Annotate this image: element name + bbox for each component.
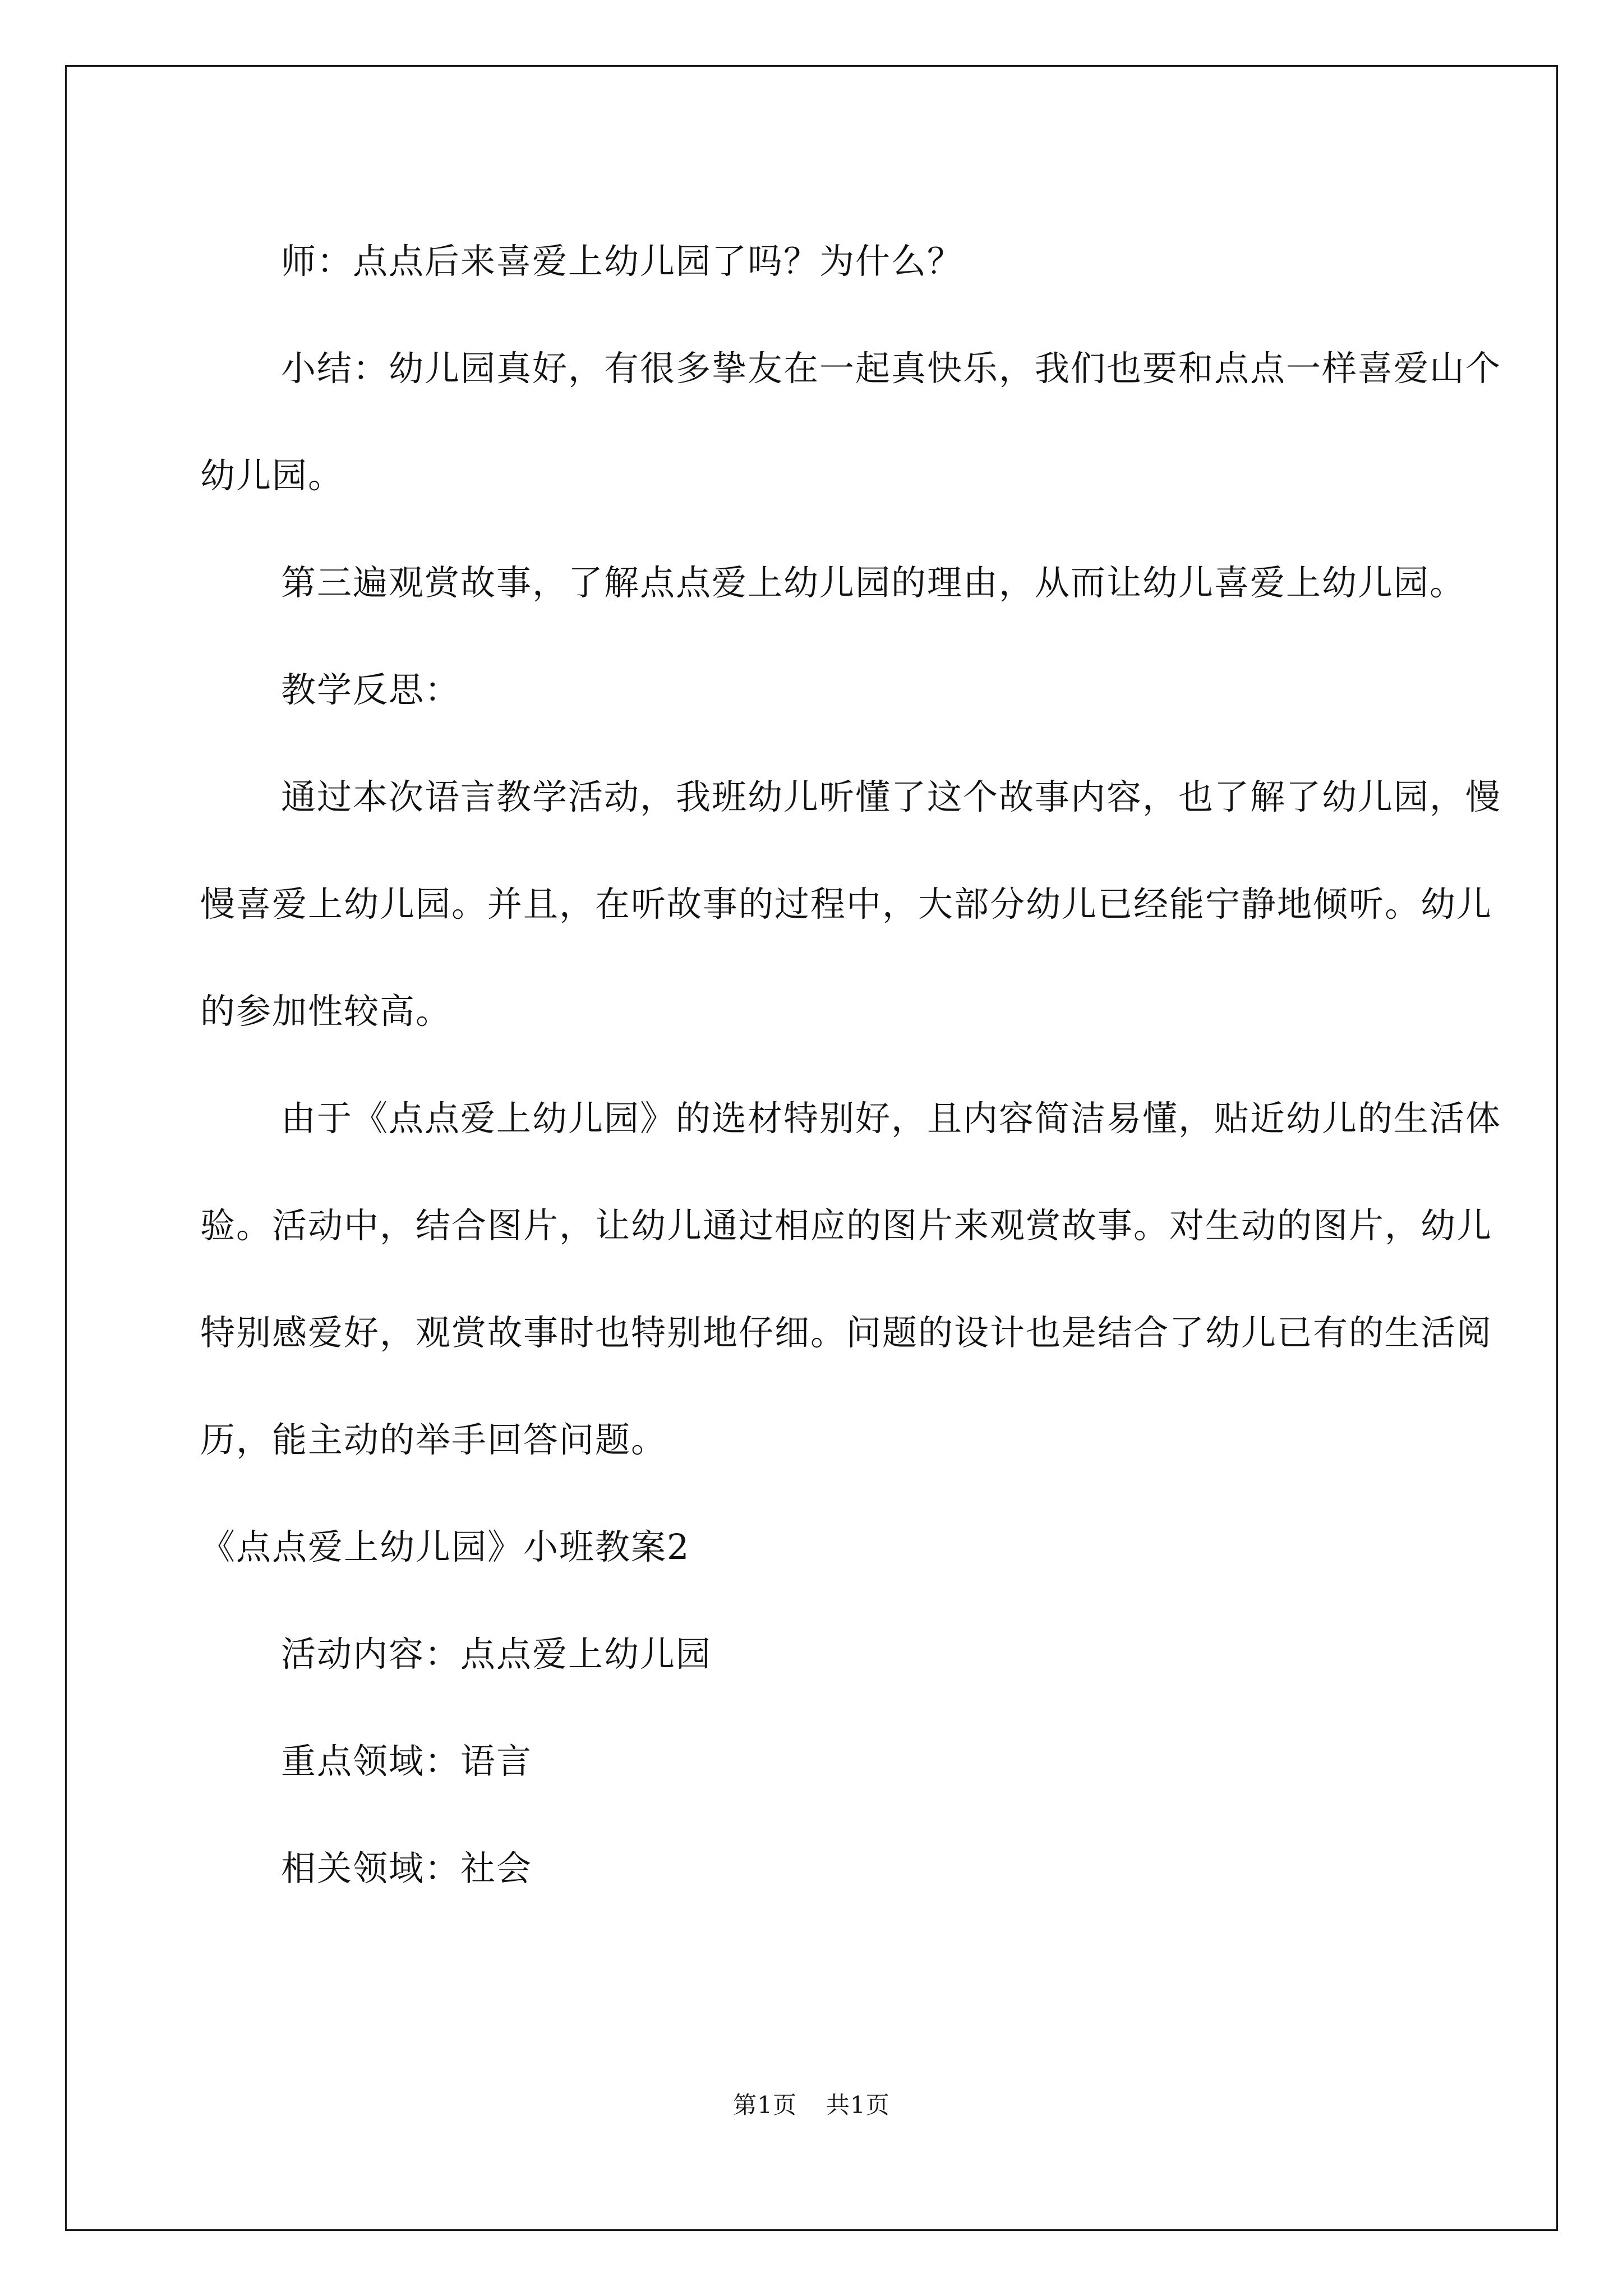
document-body	[200, 208, 1501, 1922]
page-number: 第1页	[733, 2091, 797, 2119]
paragraph-question: 师：点点后来喜爱上幼儿园了吗？为什么？	[281, 241, 963, 282]
paragraph-key-domain: 重点领域：语言	[281, 1741, 533, 1782]
paragraph-reflection-heading: 教学反思：	[281, 669, 461, 710]
page-footer	[0, 2087, 1623, 2120]
paragraph-third-reading: 第三遍观赏故事，了解点点爱上幼儿园的理由，从而让幼儿喜爱上幼儿园。	[281, 562, 1466, 603]
page-total: 共1页	[826, 2091, 890, 2119]
paragraph-reflection-2: 由于《点点爱上幼儿园》的选材特别好，且内容简洁易懂，贴近幼儿的生活体验。活动中，结合图片，让幼儿通过相应的图片来观赏故事。对生动的图片，幼儿特别感爱好，观赏故事时也特别地仔细。问题的设计也是结合了幼儿已有的生活阅历，能主动的举手回答问题。	[200, 1098, 1502, 1460]
paragraph-related-domain: 相关领域：社会	[281, 1848, 533, 1889]
paragraph-activity-content: 活动内容：点点爱上幼儿园	[281, 1634, 712, 1674]
section-title: 《点点爱上幼儿园》小班教案2	[200, 1526, 690, 1567]
paragraph-reflection-1: 通过本次语言教学活动，我班幼儿听懂了这个故事内容，也了解了幼儿园，慢慢喜爱上幼儿园。并且，在听故事的过程中，大部分幼儿已经能宁静地倾听。幼儿的参加性较高。	[200, 776, 1502, 1032]
paragraph-summary: 小结：幼儿园真好，有很多挚友在一起真快乐，我们也要和点点一样喜爱山个幼儿园。	[200, 348, 1502, 496]
